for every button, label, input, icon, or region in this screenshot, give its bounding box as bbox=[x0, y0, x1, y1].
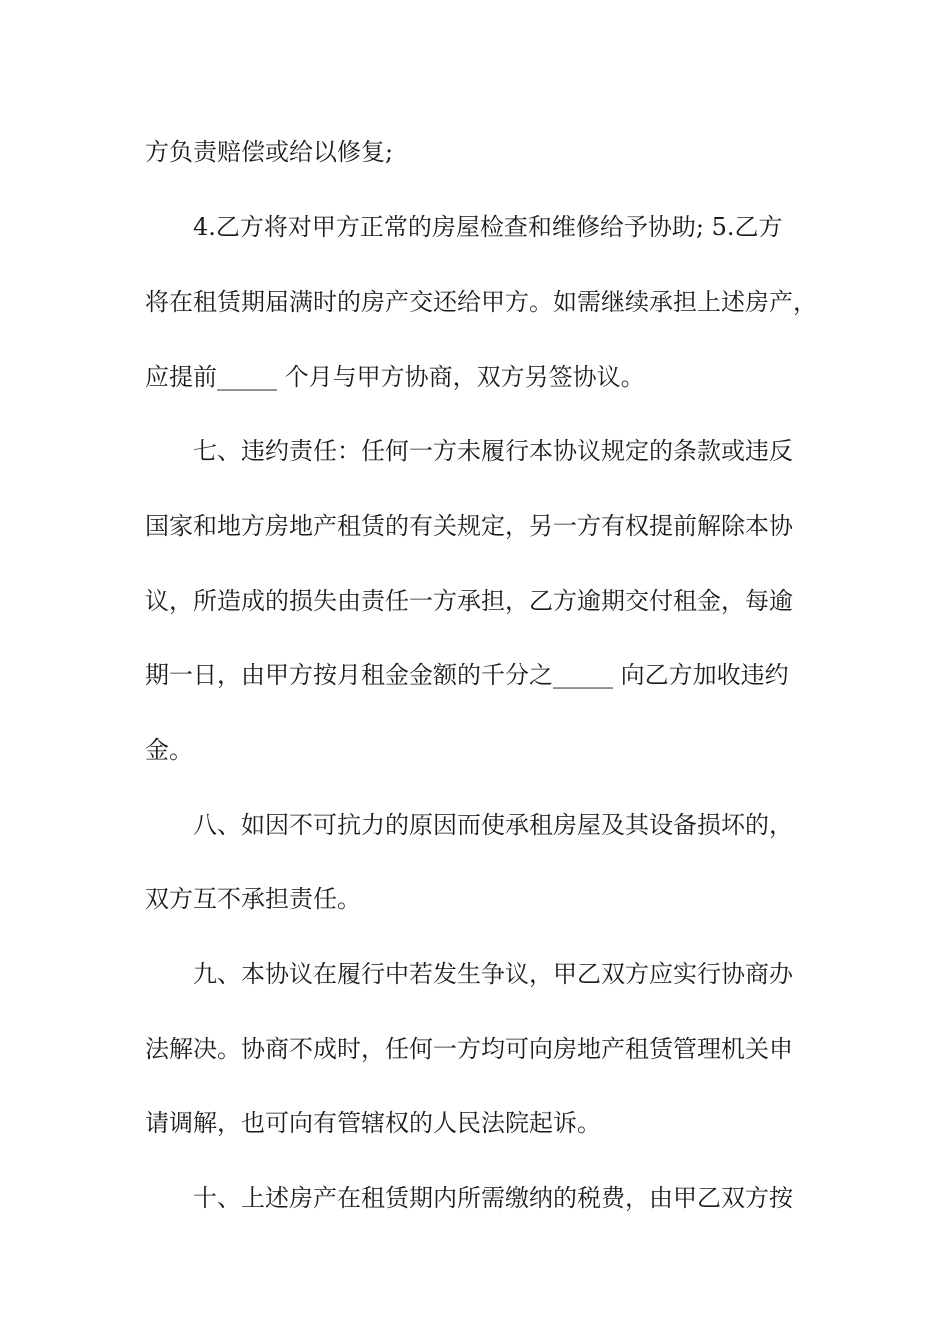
text-line: 金。 bbox=[145, 736, 193, 764]
text-line: 将在租赁期届满时的房产交还给甲方。如需继续承担上述房产， bbox=[145, 288, 817, 316]
text-line: 双方互不承担责任。 bbox=[145, 885, 361, 913]
text-line: 方负责赔偿或给以修复; bbox=[145, 138, 394, 166]
text-line: 4.乙方将对甲方正常的房屋检查和维修给予协助; 5.乙方 bbox=[193, 213, 783, 241]
text-line: 国家和地方房地产租赁的有关规定，另一方有权提前解除本协 bbox=[145, 512, 793, 540]
text-line: 议，所造成的损失由责任一方承担，乙方逾期交付租金，每逾 bbox=[145, 587, 793, 615]
text-line: 九、本协议在履行中若发生争议，甲乙双方应实行协商办 bbox=[193, 960, 793, 988]
text-line: 请调解，也可向有管辖权的人民法院起诉。 bbox=[145, 1109, 601, 1137]
text-line: 期一日，由甲方按月租金金额的千分之_____ 向乙方加收违约 bbox=[145, 661, 789, 689]
text-line: 七、违约责任：任何一方未履行本协议规定的条款或违反 bbox=[193, 437, 793, 465]
text-line: 八、如因不可抗力的原因而使承租房屋及其设备损坏的， bbox=[193, 811, 793, 839]
text-line: 应提前_____ 个月与甲方协商，双方另签协议。 bbox=[145, 363, 645, 391]
text-line: 法解决。协商不成时，任何一方均可向房地产租赁管理机关申 bbox=[145, 1035, 793, 1063]
text-line: 十、上述房产在租赁期内所需缴纳的税费，由甲乙双方按 bbox=[193, 1184, 793, 1212]
